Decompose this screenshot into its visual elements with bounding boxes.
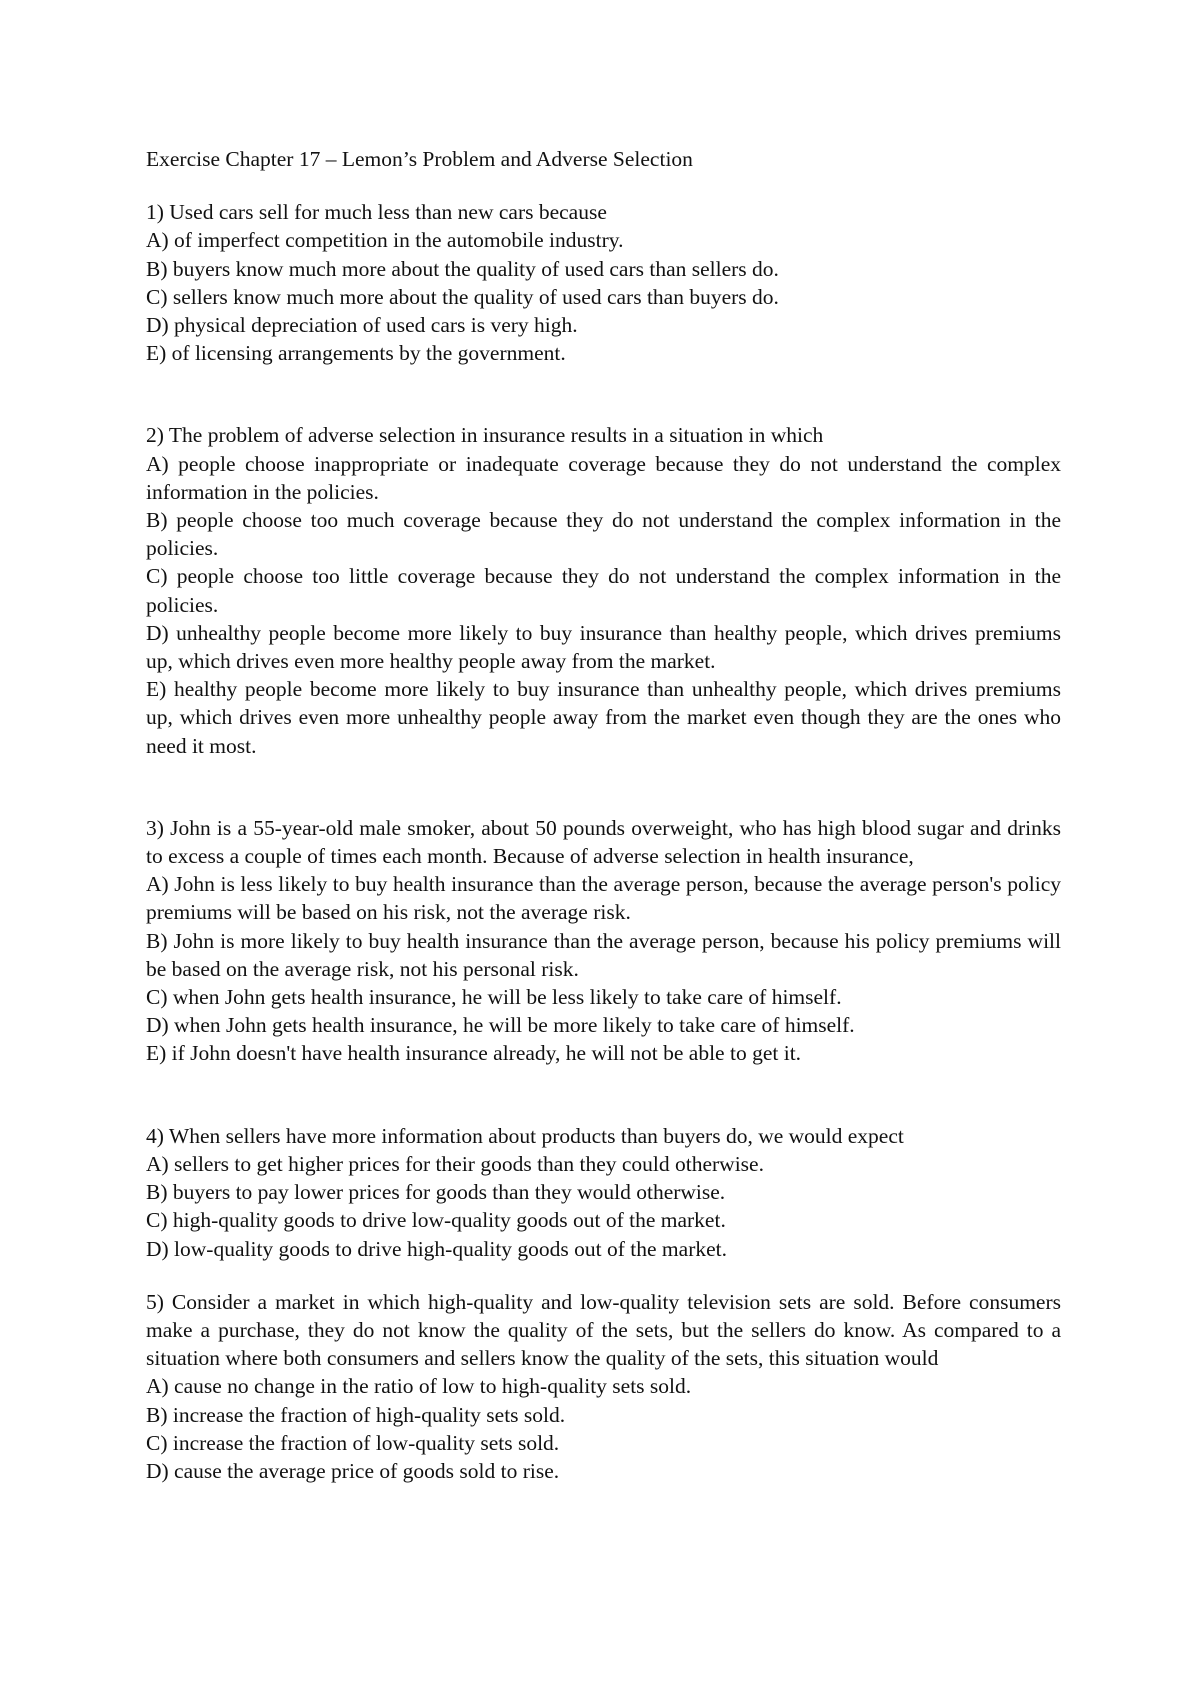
answer-option: E) of licensing arrangements by the government. bbox=[146, 341, 566, 366]
page-title: Exercise Chapter 17 – Lemon’s Problem and Adverse Selection bbox=[146, 147, 693, 171]
question-stem: 4) When sellers have more information about products than buyers do, we would expect bbox=[146, 1123, 904, 1148]
answer-option: C) when John gets health insurance, he will be less likely to take care of himself. bbox=[146, 985, 842, 1010]
document-page bbox=[146, 145, 1061, 1485]
question-2 bbox=[146, 421, 1061, 759]
answer-option: B) increase the fraction of high-quality sets sold. bbox=[146, 1402, 566, 1427]
question-3 bbox=[146, 814, 1061, 1068]
answer-option: A) cause no change in the ratio of low to high-quality sets sold. bbox=[146, 1374, 692, 1399]
answer-option: D) cause the average price of goods sold to rise. bbox=[146, 1458, 560, 1483]
answer-option: C) high-quality goods to drive low-quality goods out of the market. bbox=[146, 1208, 726, 1233]
answer-option: A) John is less likely to buy health insurance than the average person, because the average person's policy premiums will be based on his risk, not the average risk. bbox=[146, 872, 1061, 925]
answer-option: B) buyers to pay lower prices for goods than they would otherwise. bbox=[146, 1180, 726, 1205]
question-stem: 5) Consider a market in which high-quality and low-quality television sets are sold. Before consumers make a purchase, they do not know the quality of the sets, but the sellers do know. As compared to a situation where both consumers and sellers know the quality of the sets, this situation would bbox=[146, 1289, 1061, 1371]
answer-option: B) people choose too much coverage because they do not understand the complex information in the policies. bbox=[146, 508, 1061, 561]
answer-option: B) buyers know much more about the quality of used cars than sellers do. bbox=[146, 256, 779, 281]
question-stem: 3) John is a 55-year-old male smoker, about 50 pounds overweight, who has high blood sugar and drinks to excess a couple of times each month. Because of adverse selection in health insurance, bbox=[146, 815, 1061, 869]
answer-option: C) sellers know much more about the quality of used cars than buyers do. bbox=[146, 284, 779, 309]
answer-option: C) people choose too little coverage because they do not understand the complex information in the policies. bbox=[146, 564, 1061, 617]
question-1 bbox=[146, 198, 1061, 367]
answer-option: A) people choose inappropriate or inadequate coverage because they do not understand the complex information in the policies. bbox=[146, 451, 1061, 504]
answer-option: E) if John doesn't have health insurance already, he will not be able to get it. bbox=[146, 1041, 802, 1066]
answer-option: A) of imperfect competition in the automobile industry. bbox=[146, 228, 624, 253]
answer-option: D) when John gets health insurance, he will be more likely to take care of himself. bbox=[146, 1013, 855, 1038]
answer-option: B) John is more likely to buy health insurance than the average person, because his policy premiums will be based on the average risk, not his personal risk. bbox=[146, 928, 1061, 981]
question-stem: 2) The problem of adverse selection in insurance results in a situation in which bbox=[146, 423, 824, 448]
question-stem: 1) Used cars sell for much less than new cars because bbox=[146, 200, 607, 225]
answer-option: D) low-quality goods to drive high-quality goods out of the market. bbox=[146, 1236, 728, 1261]
question-4 bbox=[146, 1122, 1061, 1263]
answer-option: C) increase the fraction of low-quality sets sold. bbox=[146, 1430, 560, 1455]
answer-option: A) sellers to get higher prices for their goods than they could otherwise. bbox=[146, 1151, 764, 1176]
answer-option: D) physical depreciation of used cars is very high. bbox=[146, 313, 578, 338]
answer-option: D) unhealthy people become more likely to buy insurance than healthy people, which drives premiums up, which drives even more healthy people away from the market. bbox=[146, 620, 1061, 674]
answer-option: E) healthy people become more likely to buy insurance than unhealthy people, which drives premiums up, which drives even more unhealthy people away from the market even though they are the ones who need it most. bbox=[146, 677, 1061, 758]
question-5 bbox=[146, 1288, 1061, 1485]
